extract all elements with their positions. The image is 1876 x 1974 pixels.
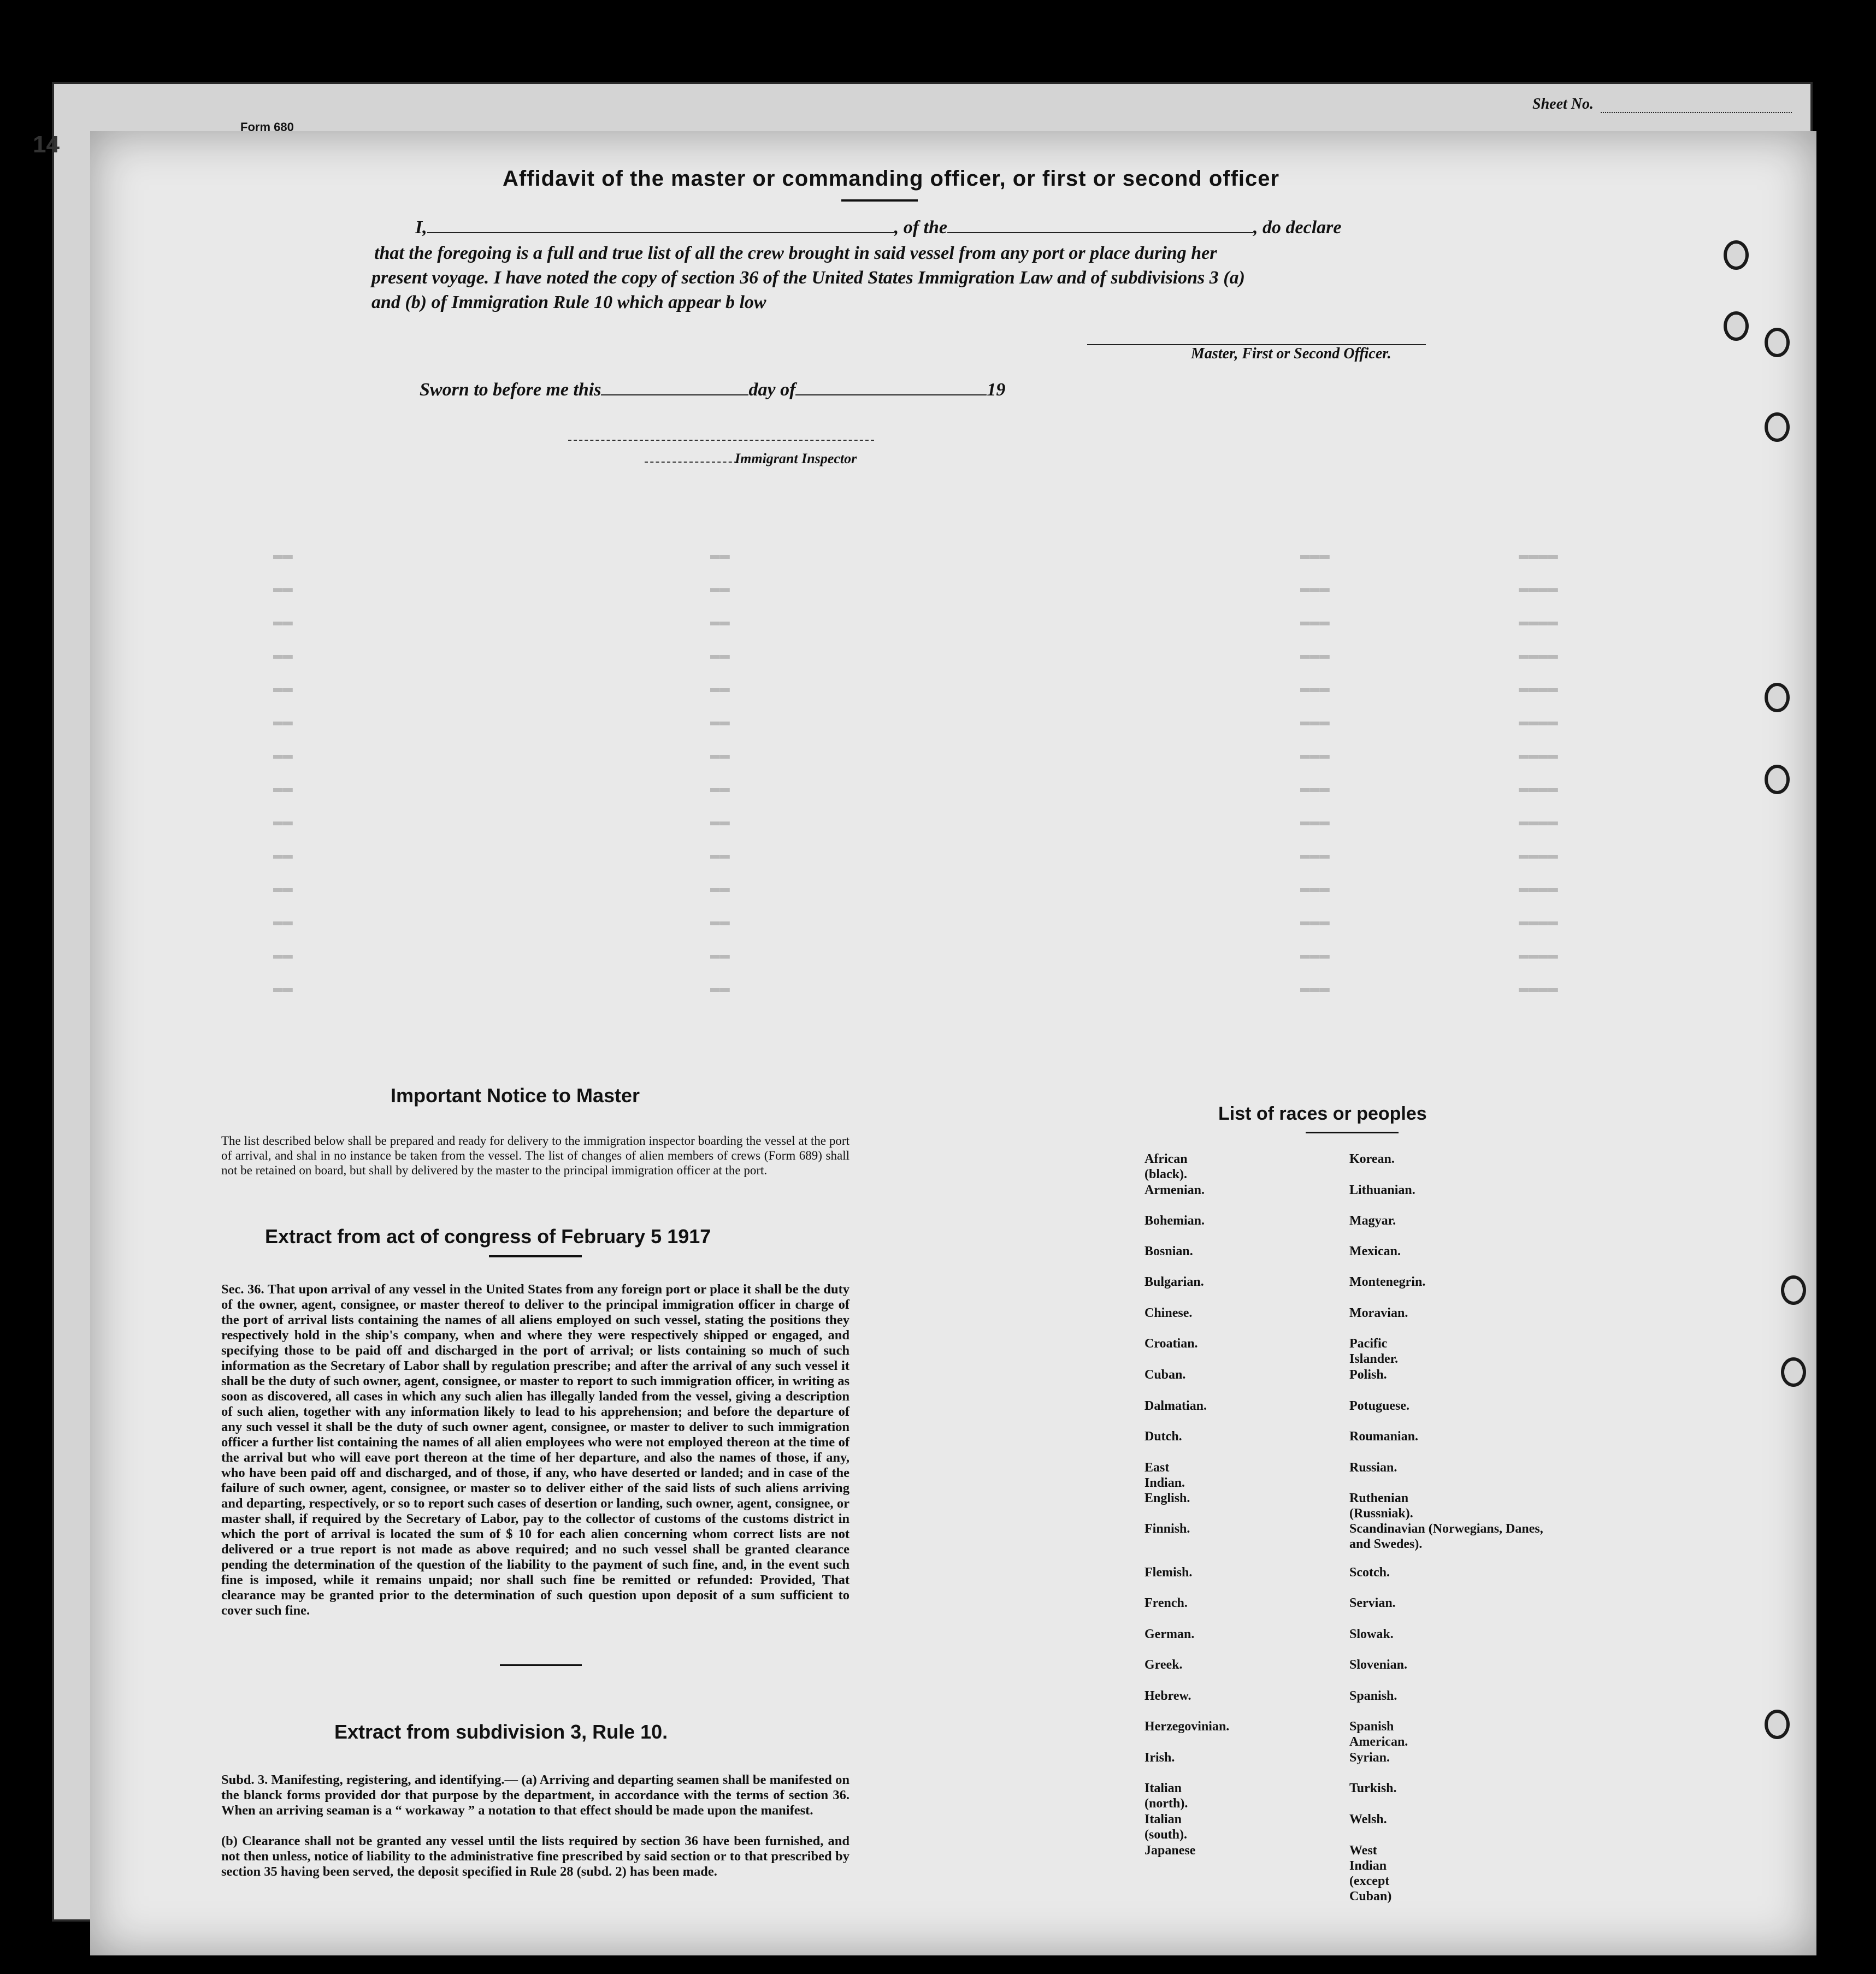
vessel-blank <box>947 232 1253 233</box>
race-item: Spanish American. <box>1349 1719 1408 1749</box>
notice-text: The list described below shall be prepared and ready for delivery to the immigration inspector boarding the vessel at the port of arrival, and shal in no instance be taken from the vessel. The list of changes of alien members of crews (Form 689) shall not be retained on board, but shall by delivered by the master to the principal immigration officer at the port. <box>221 1134 849 1177</box>
race-item: Welsh. <box>1349 1812 1387 1827</box>
race-item: Pacific Islander. <box>1349 1337 1399 1366</box>
race-item: Slowak. <box>1349 1627 1394 1641</box>
binder-hole <box>1765 412 1790 442</box>
race-item: Irish. <box>1145 1751 1175 1765</box>
race-item: Moravian. <box>1349 1306 1408 1320</box>
rule-extract-text-b: (b) Clearance shall not be granted any vessel until the lists required by section 36 have been furnished, and not then unless, notice of liability to the administrative fine prescribed by said section or to that prescribed by section 35 having been served, the deposit specified in Rule 28 (subd. 2) has been made. <box>221 1834 849 1879</box>
act-end-rule <box>500 1664 582 1666</box>
race-item: English. <box>1145 1491 1190 1505</box>
sworn-label: Sworn to before me this <box>420 380 601 400</box>
race-item: Bulgarian. <box>1145 1275 1204 1289</box>
race-item: Russian. <box>1349 1461 1397 1475</box>
race-item: Magyar. <box>1349 1214 1396 1228</box>
race-item: German. <box>1145 1627 1195 1641</box>
race-item: Ruthenian (Russniak). <box>1349 1491 1413 1521</box>
bleed-through-area: ▬▬▬▬ ▬▬▬▬ ▬▬▬▬ ▬▬▬▬ ▬▬▬▬ ▬▬▬▬ ▬▬▬▬ ▬▬▬▬ ▬▬▬▬ ▬▬▬▬ ▬▬▬▬ ▬▬▬▬ ▬▬▬▬ ▬▬▬▬ ▬▬▬ ▬▬▬ ▬▬▬ ▬▬▬ ▬▬▬ ▬▬▬ ▬▬▬ ▬▬▬ ▬▬▬ ▬▬▬ ▬▬▬ ▬▬▬ ▬▬▬ ▬▬▬ ▬▬ ▬▬ ▬▬ ▬▬ ▬▬ ▬▬ ▬▬ ▬▬ ▬▬ ▬▬ ▬▬ ▬▬ ▬▬ ▬▬ ▬▬ ▬▬ ▬▬ ▬▬ ▬▬ ▬▬ ▬▬ ▬▬ ▬▬ ▬▬ ▬▬ ▬▬ ▬▬ ▬▬ <box>273 546 1559 998</box>
act-extract-title: Extract from act of congress of February 5 1917 <box>265 1225 711 1248</box>
binder-hole <box>1765 1710 1790 1739</box>
binder-hole <box>1765 765 1790 794</box>
affidavit-line-1 <box>415 217 1341 238</box>
race-item: Potuguese. <box>1349 1399 1409 1413</box>
binder-hole <box>1765 683 1790 712</box>
sworn-line <box>420 380 1005 400</box>
year-label: 19 <box>987 380 1006 400</box>
race-item: Japanese <box>1145 1843 1196 1858</box>
act-title-underline <box>489 1255 582 1257</box>
race-item: Croatian. <box>1145 1337 1198 1351</box>
race-item: Flemish. <box>1145 1565 1193 1580</box>
race-item: Hebrew. <box>1145 1689 1191 1703</box>
race-item: Spanish. <box>1349 1689 1397 1703</box>
affidavit-line-3: present voyage. I have noted the copy of section 36 of the United States Immigration Law and of subdivisions 3 (a) <box>371 268 1245 288</box>
race-item: Finnish. <box>1145 1522 1190 1536</box>
race-item: Korean. <box>1349 1152 1395 1166</box>
races-title: List of races or peoples <box>1218 1103 1427 1124</box>
race-item: Cuban. <box>1145 1368 1186 1382</box>
race-item: Roumanian. <box>1349 1429 1419 1444</box>
race-item: Herzegovinian. <box>1145 1719 1230 1734</box>
binder-hole <box>1765 328 1790 357</box>
sheet-number-label: Sheet No. <box>1532 96 1594 113</box>
day-of-label: day of <box>748 380 796 400</box>
race-item: Mexican. <box>1349 1244 1401 1258</box>
inspector-label: Immigrant Inspector <box>735 451 857 466</box>
race-item: Dutch. <box>1145 1429 1182 1444</box>
name-blank <box>427 232 894 233</box>
act-extract-text: Sec. 36. That upon arrival of any vessel in the United States from any foreign port or place it shall be the duty of the owner, agent, consignee, or master thereof to deliver to the principal immigration officer in charge of the port of arrival lists containing the names of all aliens employed on such vessel, stating the positions they respectively hold in the ship's company, when and where they were respectively shipped or engaged, and specifying those to be paid off and discharged in the port of arrival; or lists containing so much of such information as the Secretary of Labor shall by regulation prescribe; and after the arrival of any such vessel it shall be the duty of such owner, agent, consignee, or master to report to such immigration officer, in writing as soon as discovered, all cases in which any such alien has illegally landed from the vessel, giving a description of such alien, together with any information likely to lead to his apprehension; and before the departure of any such vessel it shall be the duty of such owner agent, consignee, or master to deliver to such immigration officer a further list containing the names of all alien employees who were not employed thereon at the time of the arrival but who will eave port thereon at the time of her departure, and also the names of those, if any, who have been paid off and discharged, and of those, if any, who have deserted or landed; and in case of the failure of such owner, agent, consignee, or master so to deliver either of the said lists of such aliens arriving and departing, respectively, or so to report such cases of desertion or landing, such owner, agent, consignee, or master shall, if required by the Secretary of Labor, pay to the collector of customs of the customs district in which the port of arrival is located the sum of $ 10 for each alien concerning whom correct lists are not delivered or a true report is not made as above required; and no such vessel shall be granted clearance pending the determination of the question of the liability to the payment of such fine, and, in the event such fine is imposed, while it remains unpaid; nor shall such fine be remitted or refunded: Provided, That clearance may be granted prior to the determination of such question upon deposit of a sum sufficient to cover such fine. <box>221 1282 849 1618</box>
race-item: Greek. <box>1145 1658 1183 1672</box>
race-item: Lithuanian. <box>1349 1183 1415 1197</box>
inspector-signature-line-short <box>645 462 738 463</box>
inspector-signature-line <box>568 440 874 441</box>
race-item: Bosnian. <box>1145 1244 1193 1258</box>
race-item: Chinese. <box>1145 1306 1193 1320</box>
race-item: Servian. <box>1349 1596 1396 1610</box>
rule-extract-text-a: Subd. 3. Manifesting, registering, and identifying.— (a) Arriving and departing seamen shall be manifested on the blanck forms provided dor that purpose by the department, in accordance with the terms of section 36. When an arriving seaman is a “ workaway ” a notation to that effect should be made upon the manifest. <box>221 1772 849 1818</box>
sworn-day-blank <box>601 394 748 395</box>
title-underline <box>841 199 918 202</box>
race-item: East Indian. <box>1145 1461 1185 1490</box>
rule-extract-title: Extract from subdivision 3, Rule 10. <box>334 1721 668 1743</box>
affidavit-of-the: , of the <box>894 217 948 238</box>
binder-hole <box>1724 240 1749 270</box>
binder-hole <box>1724 311 1749 341</box>
affidavit-i: I, <box>415 217 427 238</box>
notice-title: Important Notice to Master <box>391 1084 640 1107</box>
races-title-underline <box>1306 1132 1399 1133</box>
race-item: Polish. <box>1349 1368 1387 1382</box>
race-item: Scandinavian (Norwegians, Danes, and Swedes). <box>1349 1522 1543 1551</box>
race-item: West Indian (except Cuban) <box>1349 1843 1392 1904</box>
race-item: Armenian. <box>1145 1183 1205 1197</box>
binder-hole <box>1781 1357 1806 1387</box>
sheet-number-line <box>1601 112 1792 113</box>
race-item: Slovenian. <box>1349 1658 1408 1672</box>
officer-signature-label: Master, First or Second Officer. <box>1191 345 1391 362</box>
form-number: Form 680 <box>240 120 294 134</box>
race-item: French. <box>1145 1596 1188 1610</box>
race-item: Montenegrin. <box>1349 1275 1426 1289</box>
affidavit-line-2: that the foregoing is a full and true list of all the crew brought in said vessel from any port or place during her <box>374 243 1217 263</box>
race-item: African (black). <box>1145 1152 1188 1181</box>
affidavit-title: Affidavit of the master or commanding officer, or first or second officer <box>503 167 1280 191</box>
sworn-month-blank <box>795 394 987 395</box>
race-item: Scotch. <box>1349 1565 1390 1580</box>
affidavit-declare: , do declare <box>1253 217 1342 238</box>
corner-number: 14 <box>33 131 60 158</box>
race-item: Dalmatian. <box>1145 1399 1207 1413</box>
race-item: Italian (north). <box>1145 1781 1188 1811</box>
affidavit-line-4: and (b) of Immigration Rule 10 which appear b low <box>371 292 766 312</box>
race-item: Syrian. <box>1349 1751 1390 1765</box>
binder-hole <box>1781 1275 1806 1305</box>
race-item: Turkish. <box>1349 1781 1397 1795</box>
race-item: Italian (south). <box>1145 1812 1188 1842</box>
race-item: Bohemian. <box>1145 1214 1205 1228</box>
